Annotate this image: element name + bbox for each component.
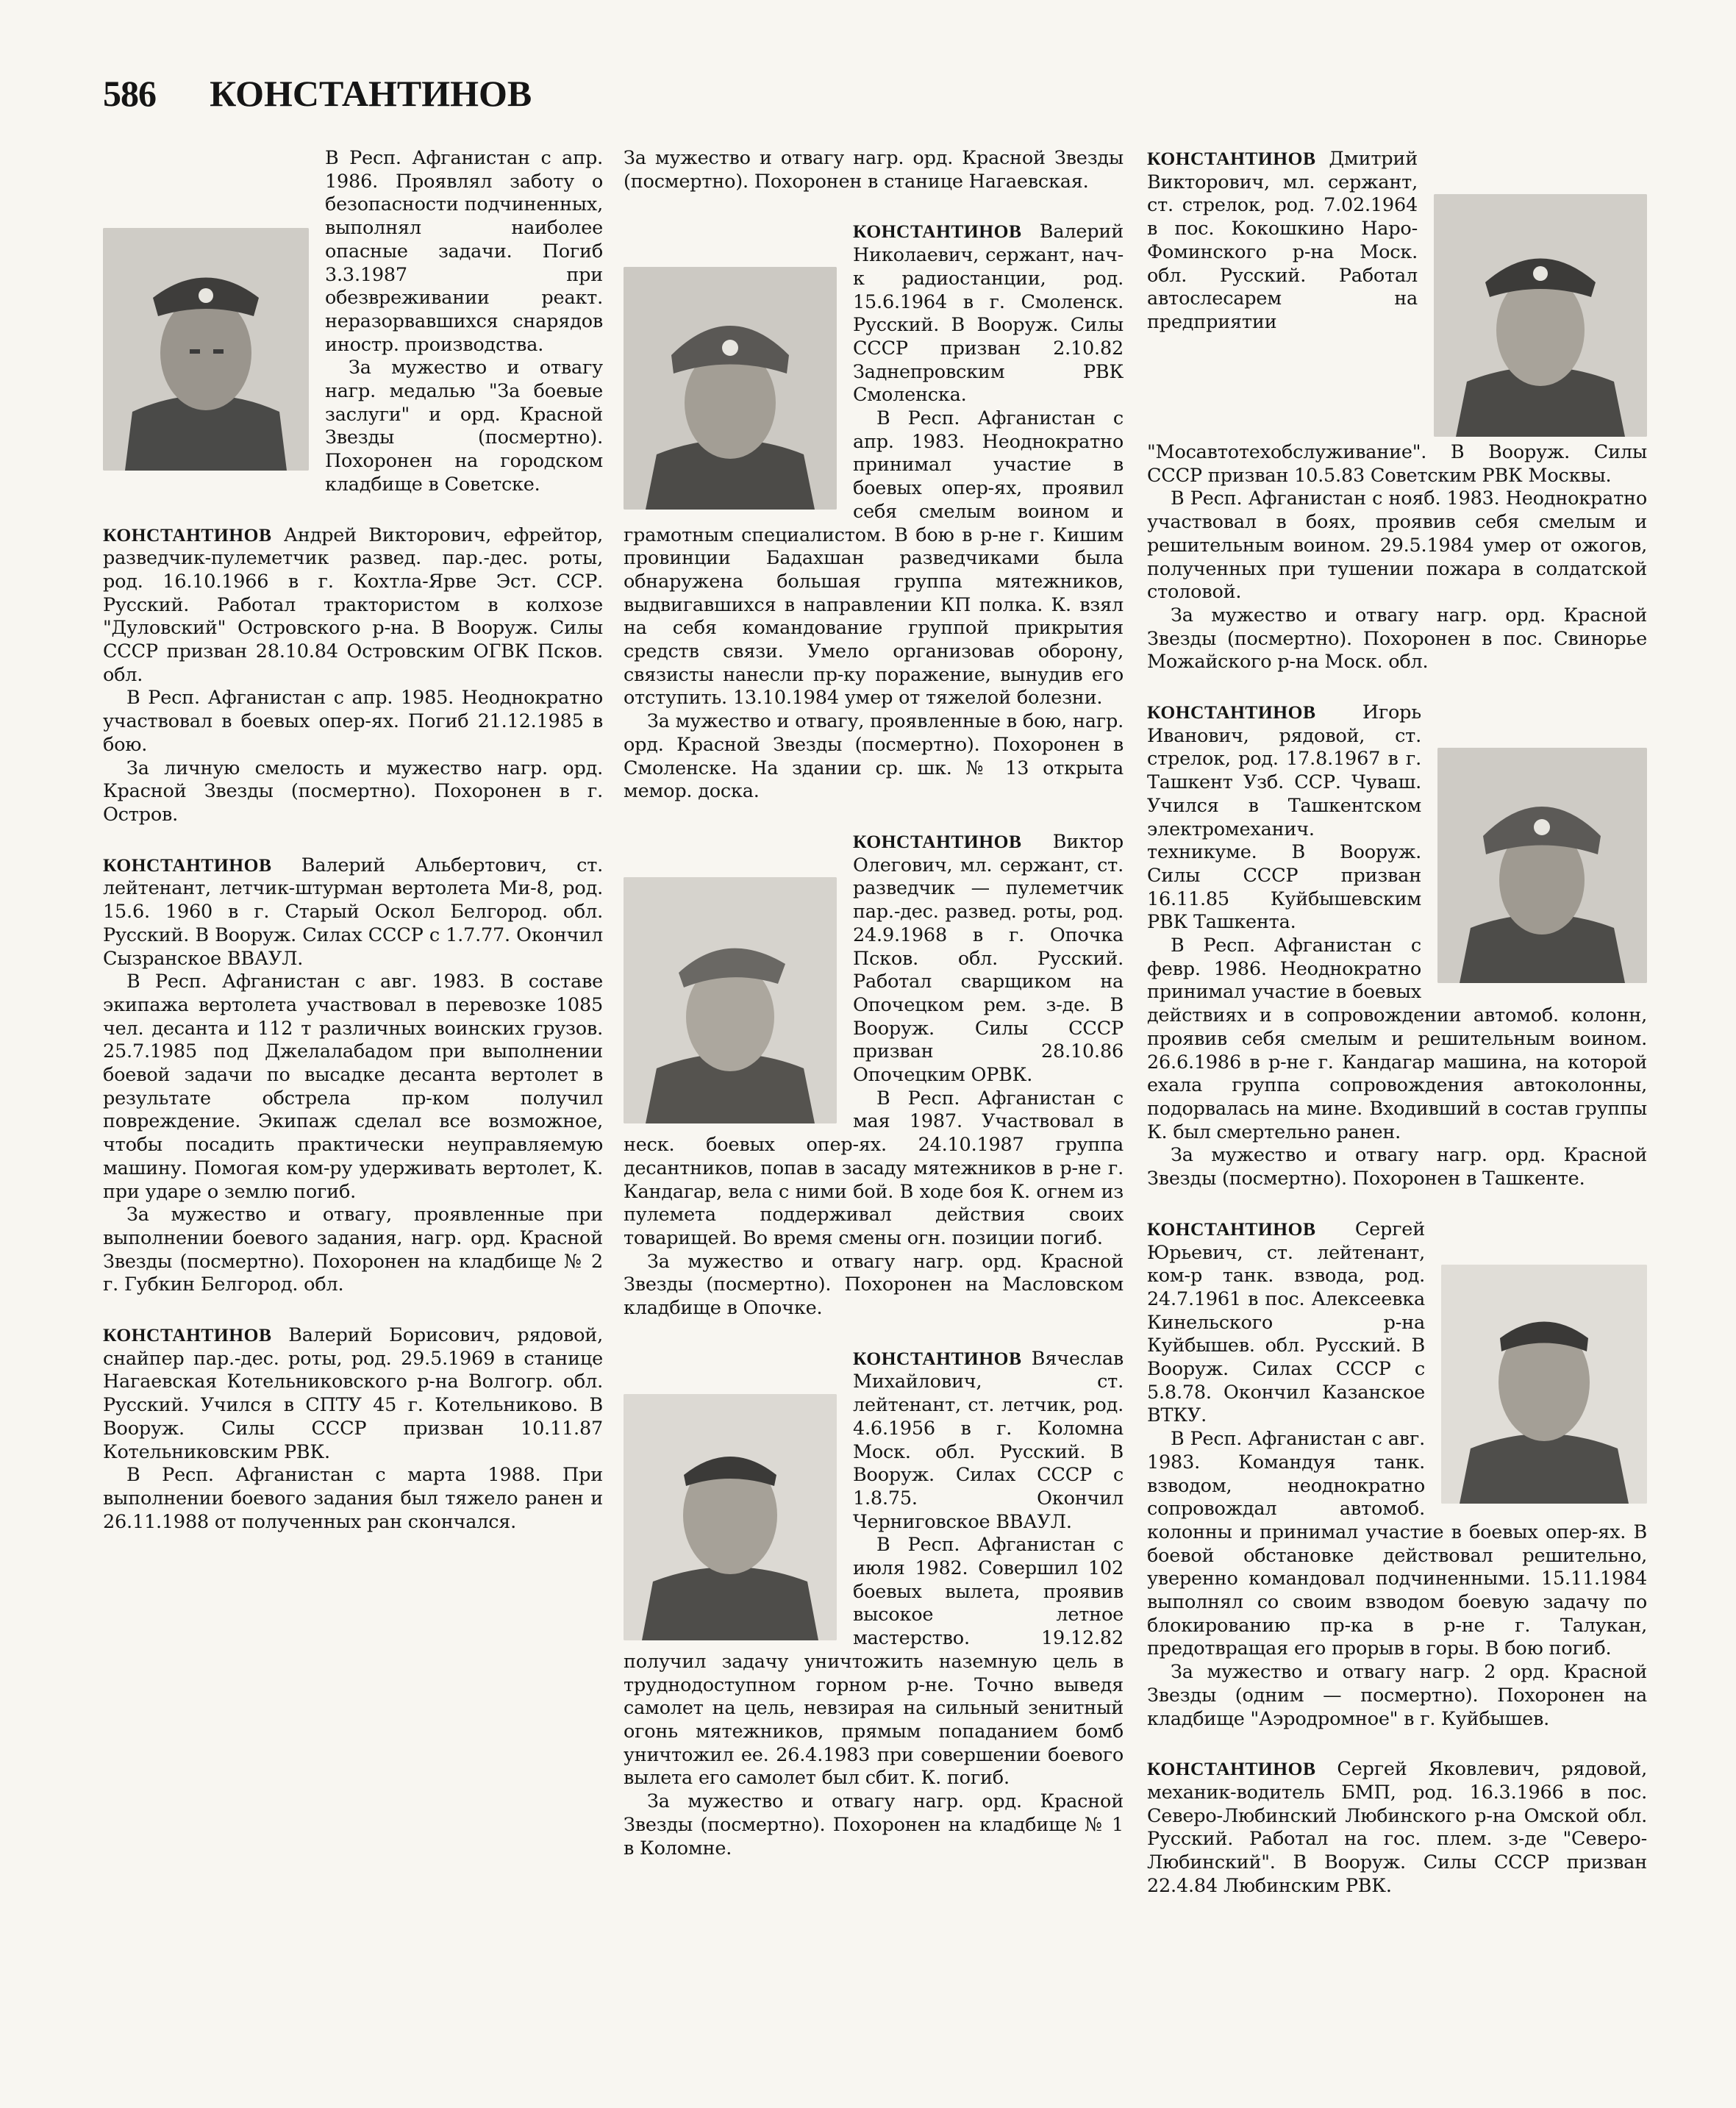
entry-konstantinov-valeriy-n [624, 220, 1124, 804]
entry-text: В Респ. Афганистан с июля 1982. Совершил 102 боевых вылета, проявив высокое летное мастерство. 19.12.82 получил задачу уничтожить наземную цель в труднодоступном горном р-не. Точно выведя самолет на цель, невзирая на сильный зенитный огонь мятежников, прямым попаданием бомб уничтожил ее. 26.4.1983 при совершении боевого вылета его самолет был сбит. К. погиб. [624, 1534, 1124, 1790]
entry-text: За мужество и отвагу, проявленные при выполнении боевого задания, нагр. орд. Красной Звезды (посмертно). Похоронен на кладбище № 2 г. Губкин Белгород. обл. [103, 1204, 603, 1296]
entry-konstantinov-sergey-ya [1147, 1757, 1647, 1898]
entry-text: За личную смелость и мужество нагр. орд. Красной Звезды (посмертно). Похоронен в г. Остров. [103, 757, 603, 826]
page-number: 586 [103, 73, 156, 114]
entry-text: Сергей Яковлевич, рядовой, механик-водитель БМП, род. 16.3.1966 в пос. Северо-Любинский Любинского р-на Омской обл. Русский. Работал на гос. плем. з-де "Северо-Любинский". В Вооруж. Силы СССР призван 22.4.84 Любинским РВК. [1147, 1758, 1647, 1897]
portrait-soldier-cap [103, 228, 309, 471]
entry-surname: КОНСТАНТИНОВ [103, 524, 272, 546]
entry-continued [624, 147, 1124, 193]
entry-surname: КОНСТАНТИНОВ [103, 1324, 272, 1346]
portrait-photo [1441, 1265, 1647, 1504]
entry-konstantinov-valeriy-b [103, 1323, 603, 1534]
entry-text: Дмитрий Викторович, мл. сержант, ст. стрелок, род. 7.02.1964 в пос. Кокошкино Наро-Фоминского р-на Моск. обл. Русский. Работал автослесарем на предприятии "Мосавтотехобслуживание". В Вооруж. Силы СССР призван 10.5.83 Советским РВК Москвы. [1147, 148, 1647, 487]
entry-text: За мужество и отвагу нагр. 2 орд. Красной Звезды (одним — посмертно). Похоронен на кладбище "Аэродромное" в г. Куйбышев. [1147, 1661, 1647, 1730]
entry-text: За мужество и отвагу нагр. орд. Красной Звезды (посмертно). Похоронен в пос. Свинорье Можайского р-на Моск. обл. [1147, 604, 1647, 674]
entry-konstantinov-igor [1147, 701, 1647, 1191]
entry-text: Вячеслав Михайлович, ст. лейтенант, ст. летчик, род. 4.6.1956 в г. Коломна Моск. обл. Русский. В Вооруж. Силах СССР с 1.8.75. Окончил Черниговское ВВАУЛ. [853, 1347, 1124, 1533]
entry-text: Сергей Юрьевич, ст. лейтенант, ком-р танк. взвода, род. 24.7.1961 в пос. Алексеевка Кинельского р-на Куйбышев. обл. Русский. В Вооруж. Силах СССР с 5.8.78. Окончил Казанское ВТКУ. [1147, 1218, 1425, 1427]
portrait-soldier-cap [1434, 194, 1647, 437]
entry-text: Валерий Альбертович, ст. лейтенант, летчик-штурман вертолета Ми-8, род. 15.6. 1960 в г. Старый Оскол Белгород. обл. Русский. В Вооруж. Силах СССР с 1.7.77. Окончил Сызранское ВВАУЛ. [103, 854, 604, 970]
column-2 [624, 147, 1124, 1887]
entry-text: В Респ. Афганистан с авг. 1983. Командуя танк. взводом, неоднократно сопровождал автомоб. колонны и принимал участие в боевых опер-ях. В боевой обстановке действовал решительно, уверенно командовал подчиненными. 15.11.1984 выполнял со своим взводом боевую задачу по блокированию пр-ка в р-не г. Талукан, предотвращая его прорыв в горы. В бою погиб. [1147, 1428, 1647, 1660]
entry-text: Виктор Олегович, мл. сержант, ст. разведчик — пулеметчик пар.-дес. развед. роты, род. 24.9.1968 в г. Опочка Псков. обл. Русский. Работал сварщиком на Опочецком рем. з-де. В Вооруж. Силы СССР призван 28.10.86 Опочецким ОРВК. [853, 830, 1124, 1087]
entry-text: За мужество и отвагу нагр. медалью "За боевые заслуги" и орд. Красной Звезды (посмертно). Похоронен на городском кладбище в Советске. [325, 357, 603, 496]
entry-text: В Респ. Афганистан с апр. 1983. Неоднократно принимал участие в боевых опер-ях, проявил себя смелым воином и грамотным специалистом. В бою в р-не г. Кишим провинции Бадахшан разведчиками была обнаружена большая группа мятежников, выдвигавшихся в направлении КП полка. К. взял на себя командование группой прикрытия средств связи. Умело организовав оборону, связисты нанесли пр-ку поражение, вынудив его отступить. 13.10.1984 умер от тяжелой болезни. [624, 407, 1124, 710]
portrait-officer [1441, 1265, 1647, 1504]
entry-text: Андрей Викторович, ефрейтор, разведчик-пулеметчик развед. пар.-дес. роты, род. 16.10.1966 в г. Кохтла-Ярве Эст. ССР. Русский. Работал трактористом в колхозе "Дуловский" Островского р-на. В Вооруж. Силы СССР призван 28.10.84 Островским ОГВК Псков. обл. [103, 524, 603, 686]
entry-text: За мужество и отвагу, проявленные в бою, нагр. орд. Красной Звезды (посмертно). Похоронен в Смоленске. На здании ср. шк. № 13 открыта мемор. доска. [624, 710, 1124, 803]
page-header [103, 72, 532, 124]
column-3 [1147, 147, 1647, 1924]
entry-text: В Респ. Афганистан с мая 1987. Участвовал в неск. боевых опер-ях. 24.10.1987 группа десантников, попав в засаду мятежников в р-не г. Кандагар, вела с ними бой. В ходе боя К. огнем из пулемета поддерживал действия своих товарищей. Во время смены огн. позиции погиб. [624, 1087, 1124, 1249]
entry-konstantinov-sergey-yu [1147, 1218, 1647, 1731]
entry-text: В Респ. Афганистан с нояб. 1983. Неоднократно участвовал в боях, проявив себя смелым и решительным воином. 29.5.1984 умер от ожогов, полученных при тушении пожара в солдатской столовой. [1147, 487, 1647, 604]
entry-surname: КОНСТАНТИНОВ [1147, 1758, 1316, 1780]
entry-text: В Респ. Афганистан с авг. 1983. В составе экипажа вертолета участвовал в перевозке 1085 чел. десанта и 112 т различных воинских грузов. 25.7.1985 под Джелалабадом при выполнении боевой задачи по высадке десанта вертолет в результате обстрела пр-ком получил повреждение. Экипаж сделал все возможное, чтобы посадить практически неуправляемую машину. Помогая ком-ру удерживать вертолет, К. при ударе о землю погиб. [103, 971, 603, 1203]
entry-konstantinov-vyacheslav [624, 1347, 1124, 1860]
portrait-photo [1434, 194, 1647, 437]
entry-text: Игорь Иванович, рядовой, ст. стрелок, род. 17.8.1967 в г. Ташкент Узб. ССР. Чуваш. Учился в Ташкентском электромеханич. техникуме. В Вооруж. Силы СССР призван 16.11.85 Куйбышевским РВК Ташкента. [1147, 701, 1421, 934]
entry-konstantinov-andrey [103, 524, 603, 827]
portrait-photo [624, 877, 837, 1123]
entry-konstantinov-viktor [624, 830, 1124, 1321]
entry-text: За мужество и отвагу нагр. орд. Красной Звезды (посмертно). Похоронен в Ташкенте. [1147, 1144, 1647, 1190]
entry-continued [103, 147, 603, 497]
entry-text: В Респ. Афганистан с марта 1988. При выполнении боевого задания был тяжело ранен и 26.11.1988 от полученных ран скончался. [103, 1464, 603, 1533]
portrait-photo [103, 228, 309, 471]
entry-text: В Респ. Афганистан с апр. 1986. Проявлял заботу о безопасности подчиненных, выполнял наиболее опасные задачи. Погиб 3.3.1987 при обезвреживании реакт. неразорвавшихся снарядов иностр. производства. [325, 147, 603, 356]
portrait-soldier-beret [624, 877, 837, 1123]
entry-text: Валерий Борисович, рядовой, снайпер пар.-дес. роты, род. 29.5.1969 в станице Нагаевская Котельниковского р-на Волгогр. обл. Русский. Учился в СПТУ 45 г. Котельниково. В Вооруж. Силы СССР призван 10.11.87 Котельниковским РВК. [103, 1324, 604, 1463]
column-1 [103, 147, 603, 1560]
entry-surname: КОНСТАНТИНОВ [853, 221, 1022, 243]
entry-surname: КОНСТАНТИНОВ [1147, 1218, 1316, 1240]
entry-text: За мужество и отвагу нагр. орд. Красной Звезды (посмертно). Похоронен на Масловском кладбище в Опочке. [624, 1250, 1124, 1320]
entry-text: В Респ. Афганистан с февр. 1986. Неоднократно принимал участие в боевых действиях и в сопровождении автомоб. колонн, проявив себя смелым и решительным воином. 26.6.1986 в р-не г. Кандагар машина, на которой ехала группа сопровождения автоколонны, подорвалась на мине. Входивший в состав группы К. был смертельно ранен. [1147, 935, 1647, 1143]
entry-konstantinov-dmitriy [1147, 147, 1647, 674]
portrait-photo [1437, 748, 1647, 983]
entry-surname: КОНСТАНТИНОВ [103, 854, 272, 876]
entry-surname: КОНСТАНТИНОВ [853, 830, 1022, 852]
entry-text: В Респ. Афганистан с апр. 1985. Неоднократно участвовал в боевых опер-ях. Погиб 21.12.1985 в бою. [103, 687, 603, 756]
entry-text: За мужество и отвагу нагр. орд. Красной Звезды (посмертно). Похоронен в станице Нагаевская. [624, 147, 1124, 193]
entry-konstantinov-valeriy-a [103, 854, 603, 1297]
entry-surname: КОНСТАНТИНОВ [853, 1347, 1022, 1369]
portrait-soldier-ushanka [624, 267, 837, 510]
portrait-officer [624, 1394, 837, 1640]
portrait-photo [624, 267, 837, 510]
entry-text: За мужество и отвагу нагр. орд. Красной Звезды (посмертно). Похоронен на кладбище № 1 в Коломне. [624, 1790, 1124, 1859]
portrait-soldier-ushanka [1437, 748, 1647, 983]
entry-surname: КОНСТАНТИНОВ [1147, 148, 1316, 169]
entry-surname: КОНСТАНТИНОВ [1147, 701, 1316, 723]
running-title: КОНСТАНТИНОВ [210, 73, 532, 114]
entry-text: Валерий Николаевич, сержант, нач-к радиостанции, род. 15.6.1964 в г. Смоленск. Русский. В Вооруж. Силы СССР призван 2.10.82 Заднепровским РВК Смоленска. [853, 221, 1124, 407]
portrait-photo [624, 1394, 837, 1640]
